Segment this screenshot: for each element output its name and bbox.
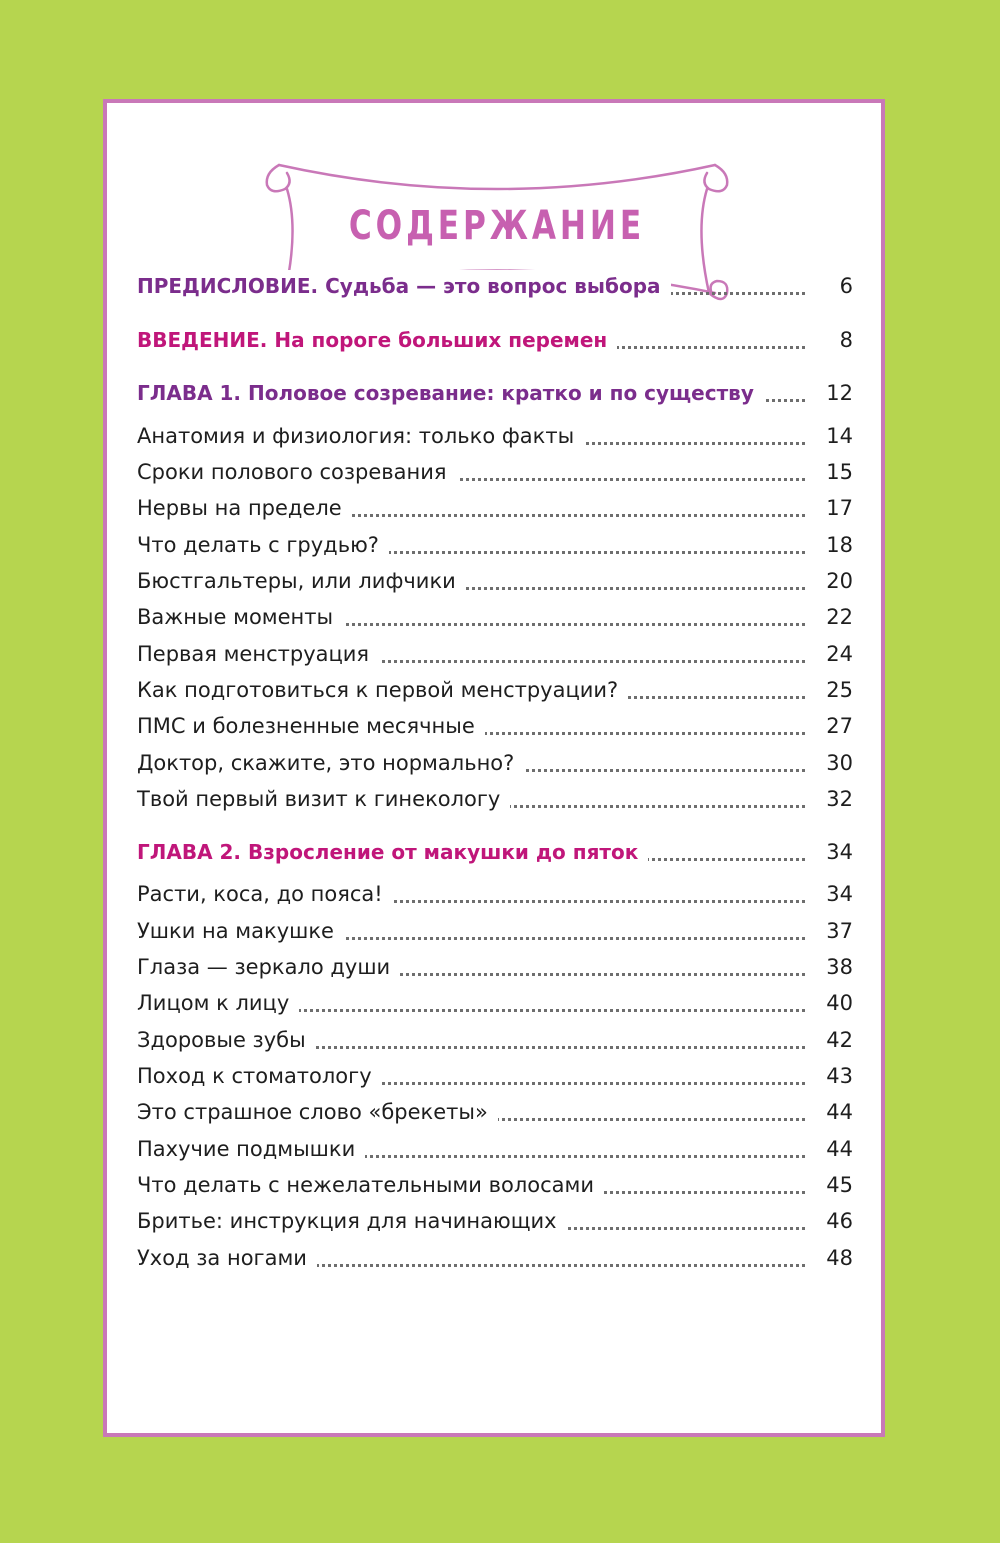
chapter-label: ГЛАВА 1.	[137, 381, 242, 405]
page-number: 24	[809, 638, 853, 670]
toc-entry	[137, 783, 853, 815]
entry-title	[137, 836, 648, 868]
toc-entry	[137, 747, 853, 779]
entry-title	[137, 987, 299, 1019]
entry-title	[137, 1060, 382, 1092]
page-number: 42	[809, 1024, 853, 1056]
toc-entry	[137, 951, 853, 983]
entry-text: Твой первый визит к гинекологу	[137, 787, 501, 811]
page-number: 34	[809, 836, 853, 868]
entry-text: Здоровые зубы	[137, 1028, 306, 1052]
toc-entry	[137, 601, 853, 633]
toc-entry	[137, 638, 853, 670]
page-number: 44	[809, 1133, 853, 1165]
entry-title	[137, 565, 466, 597]
entry-text: Лицом к лицу	[137, 991, 290, 1015]
page-number: 48	[809, 1242, 853, 1274]
toc-entry	[137, 987, 853, 1019]
page-number: 30	[809, 747, 853, 779]
toc-entry	[137, 1060, 853, 1092]
page-number: 6	[809, 270, 853, 302]
toc-entry	[137, 565, 853, 597]
entry-title	[137, 674, 628, 706]
entry-text: ПМС и болезненные месячные	[137, 714, 475, 738]
toc-entry	[137, 529, 853, 561]
entry-title	[137, 915, 344, 947]
page-title: СОДЕРЖАНИЕ	[348, 203, 646, 249]
entry-title	[137, 1169, 604, 1201]
page-number: 18	[809, 529, 853, 561]
entry-text: Нервы на пределе	[137, 496, 342, 520]
toc-entry	[137, 710, 853, 742]
entry-title	[137, 747, 524, 779]
entry-title	[137, 1096, 498, 1128]
entry-title	[137, 638, 379, 670]
toc-entry	[137, 1133, 853, 1165]
toc-entry	[137, 1096, 853, 1128]
entry-title	[137, 420, 584, 452]
page-number: 34	[809, 878, 853, 910]
toc-entry	[137, 456, 853, 488]
entry-title	[137, 710, 485, 742]
entry-title	[137, 324, 617, 356]
entry-text: Важные моменты	[137, 605, 334, 629]
toc-chapter-entry	[137, 836, 853, 868]
page-number: 40	[809, 987, 853, 1019]
entry-text: Пахучие подмышки	[137, 1137, 356, 1161]
entry-text: На пороге больших перемен	[274, 328, 608, 352]
entry-title	[137, 529, 389, 561]
page-number: 27	[809, 710, 853, 742]
page-number: 44	[809, 1096, 853, 1128]
entry-text: Это страшное слово «брекеты»	[137, 1100, 488, 1124]
page-number: 37	[809, 915, 853, 947]
entry-text: Первая менструация	[137, 642, 370, 666]
entry-title	[137, 1024, 316, 1056]
toc-entry	[137, 1169, 853, 1201]
entry-title	[137, 377, 764, 409]
entry-text: Половое созревание: кратко и по существу	[248, 381, 754, 405]
entry-text: Бритье: инструкция для начинающих	[137, 1209, 557, 1233]
entry-title	[137, 951, 400, 983]
toc-entry	[137, 1242, 853, 1274]
entry-title	[137, 783, 510, 815]
toc-chapter-entry	[137, 270, 853, 302]
toc-entry	[137, 1024, 853, 1056]
chapter-label: ПРЕДИСЛОВИЕ.	[137, 274, 319, 298]
toc-chapter-entry	[137, 377, 853, 409]
entry-text: Как подготовиться к первой менструации?	[137, 678, 619, 702]
toc-entry	[137, 674, 853, 706]
toc-entry	[137, 915, 853, 947]
page-number: 17	[809, 492, 853, 524]
entry-title	[137, 270, 671, 302]
page-number: 32	[809, 783, 853, 815]
page-number: 25	[809, 674, 853, 706]
chapter-label: ГЛАВА 2.	[137, 840, 242, 864]
toc-chapter-entry	[137, 324, 853, 356]
page-number: 8	[809, 324, 853, 356]
page-number: 15	[809, 456, 853, 488]
entry-text: Анатомия и физиология: только факты	[137, 424, 575, 448]
page-number: 12	[809, 377, 853, 409]
entry-title	[137, 1133, 365, 1165]
entry-text: Судьба — это вопрос выбора	[325, 274, 661, 298]
toc-entry	[137, 1205, 853, 1237]
entry-text: Глаза — зеркало души	[137, 955, 391, 979]
page-number: 20	[809, 565, 853, 597]
page-number: 14	[809, 420, 853, 452]
entry-title	[137, 1205, 567, 1237]
page-number: 38	[809, 951, 853, 983]
entry-text: Уход за ногами	[137, 1246, 307, 1270]
page-number: 43	[809, 1060, 853, 1092]
entry-title	[137, 601, 343, 633]
page-number: 22	[809, 601, 853, 633]
entry-title	[137, 492, 352, 524]
entry-text: Бюстгальтеры, или лифчики	[137, 569, 456, 593]
entry-text: Что делать с нежелательными волосами	[137, 1173, 594, 1197]
toc-entry	[137, 878, 853, 910]
entry-text: Взросление от макушки до пяток	[248, 840, 639, 864]
contents-page	[103, 99, 885, 1437]
toc-entry	[137, 420, 853, 452]
page-number: 45	[809, 1169, 853, 1201]
entry-text: Доктор, скажите, это нормально?	[137, 751, 515, 775]
entry-text: Расти, коса, до пояса!	[137, 882, 383, 906]
entry-title	[137, 878, 393, 910]
page-number: 46	[809, 1205, 853, 1237]
chapter-label: ВВЕДЕНИЕ.	[137, 328, 268, 352]
entry-title	[137, 1242, 317, 1274]
entry-text: Поход к стоматологу	[137, 1064, 372, 1088]
entry-text: Ушки на макушке	[137, 919, 334, 943]
entry-text: Что делать с грудью?	[137, 533, 379, 557]
toc-entry	[137, 492, 853, 524]
entry-title	[137, 456, 457, 488]
entry-text: Сроки полового созревания	[137, 460, 447, 484]
